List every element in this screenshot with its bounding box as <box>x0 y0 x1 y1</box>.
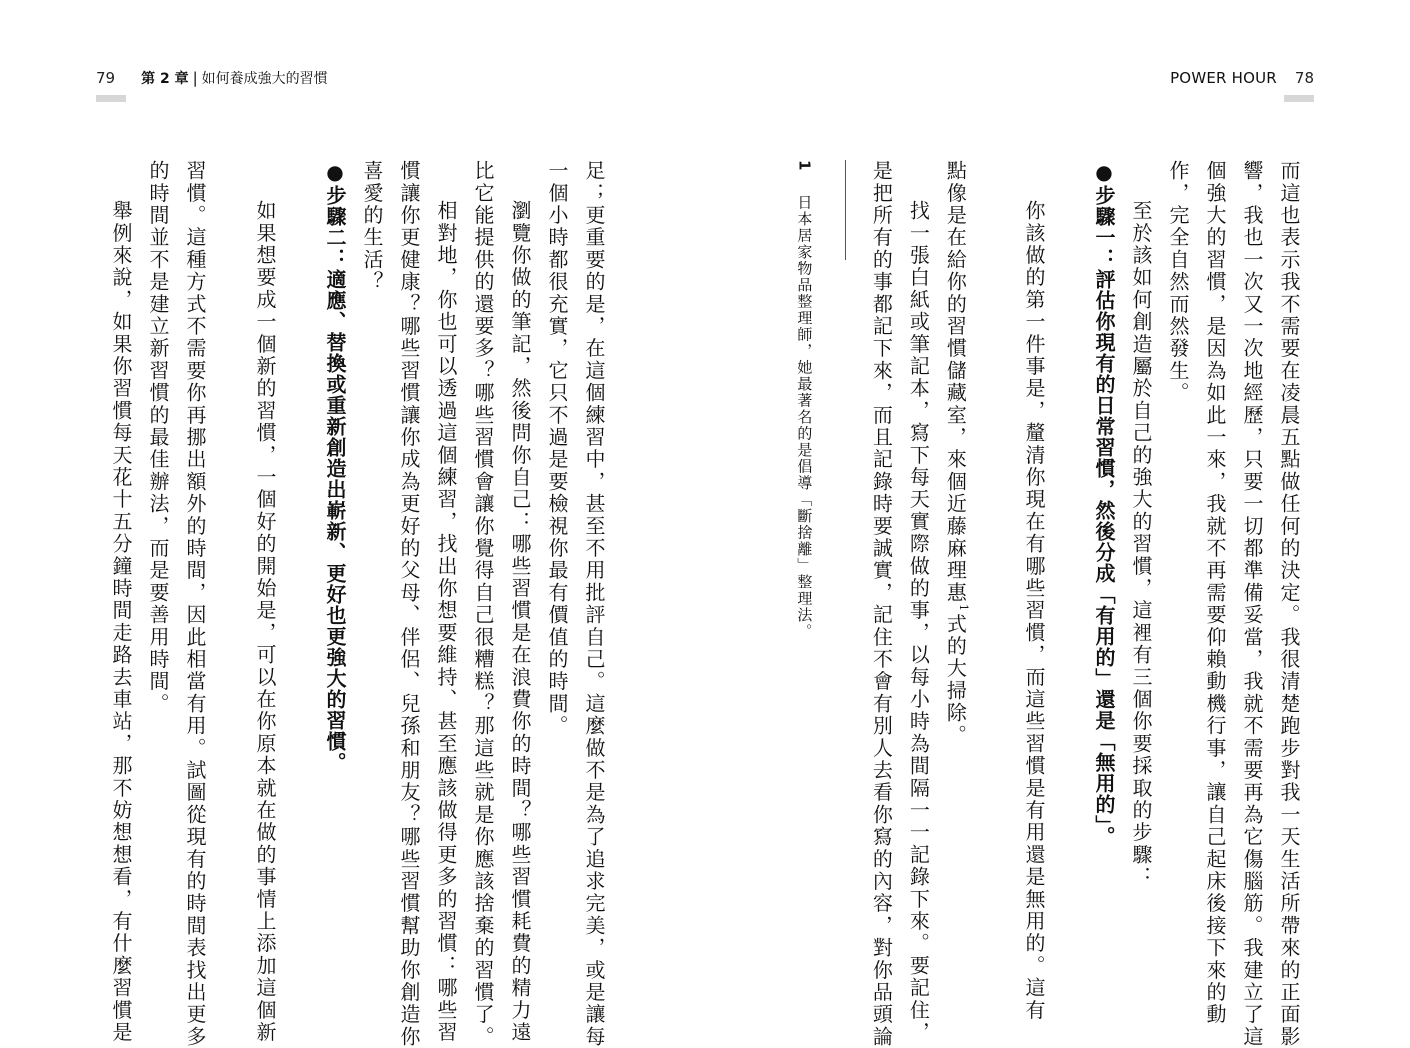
book-title: POWER HOUR <box>1170 69 1277 87</box>
body-line: 而這也表示我不需要在凌晨五點做任何的決定。我很清楚跑步對我一天生活所帶來的正面影 <box>1277 160 1301 1048</box>
body-line: 個強大的習慣，是因為如此一來，我就不再需要仰賴動機行事，讓自己起床後接下來的動 <box>1203 160 1227 1026</box>
body-line: 瀏覽你做的筆記，然後問你自己：哪些習慣是在浪費你的時間？哪些習慣耗費的精力遠 <box>508 200 532 1044</box>
body-line: 慣讓你更健康？哪些習慣讓你成為更好的父母、伴侶、兒孫和朋友？哪些習慣幫助你創造你 <box>397 160 421 1048</box>
body-line: 喜愛的生活？ <box>360 160 384 294</box>
step2-heading: ●步驟二：適應、替換或重新創造出嶄新、更好也更強大的習慣。 <box>323 160 347 773</box>
header-rule-left <box>96 95 126 102</box>
body-line: 相對地，你也可以透過這個練習，找出你想要維持、甚至應該做得更多的習慣：哪些習 <box>434 200 458 1044</box>
step1-heading: ●步驟一：評估你現有的日常習慣，然後分成「有用的」還是「無用的」。 <box>1092 160 1116 847</box>
footnote-rule <box>845 160 846 260</box>
header-separator: | <box>192 69 198 87</box>
footnote-number: 1 <box>795 160 814 172</box>
body-line: 比它能提供的還要多？哪些習慣會讓你覺得自己很糟糕？那這些就是你應該捨棄的習慣了。 <box>471 160 495 1048</box>
body-text: 點像是在給你的習慣儲藏室，來個近藤麻理惠 <box>943 160 968 604</box>
body-line: 的時間並不是建立新習慣的最佳辦法，而是要善用時間。 <box>146 160 170 715</box>
body-text: 式的大掃除。 <box>943 613 968 747</box>
running-head-left <box>96 66 328 90</box>
right-page <box>705 0 1410 1048</box>
chapter-label: 第 2 章 <box>141 71 189 87</box>
body-line: 響，我也一次又一次地經歷，只要一切都準備妥當，我就不需要再為它傷腦筋。我建立了這 <box>1240 160 1264 1048</box>
body-line: 是把所有的事都記下來，而且記錄時要誠實，記住不會有別人去看你寫的內容，對你品頭論 <box>869 160 894 1048</box>
body-line <box>936 160 982 920</box>
page-number-left: 79 <box>96 69 116 87</box>
body-line: 舉例來說，如果你習慣每天花十五分鐘時間走路去車站，那不妨想想看，有什麼習慣是 <box>109 200 133 1044</box>
footnote-ref: 1 <box>957 604 970 614</box>
footnote-text: 日本居家物品整理師，她最著名的是倡導「斷捨離」整理法。 <box>795 194 814 640</box>
body-line: 足；更重要的是，在這個練習中，甚至不用批評自己。這麼做不是為了追求完美，或是讓每 <box>582 160 606 1048</box>
running-head-right <box>1170 66 1314 90</box>
left-page-body <box>102 160 612 1048</box>
footnote <box>791 160 817 920</box>
body-line: 找一張白紙或筆記本，寫下每天實際做的事，以每小時為間隔一一記錄下來。要記住， <box>906 200 931 1044</box>
body-line: 作，完全自然而然發生。 <box>1166 160 1190 405</box>
body-line: 習慣。這種方式不需要你再挪出額外的時間，因此相當有用。試圖從現有的時間表找出更多 <box>183 160 207 1048</box>
body-line: 你該做的第一件事是，釐清你現在有哪些習慣，而這些習慣是有用還是無用的。這有 <box>1022 200 1046 1022</box>
body-line: 如果想要成一個新的習慣，一個好的開始是，可以在你原本就在做的事情上添加這個新 <box>253 200 277 1044</box>
chapter-title: 如何養成強大的習慣 <box>201 71 328 87</box>
page-number-right: 78 <box>1294 69 1314 87</box>
right-page-body <box>791 160 1307 1048</box>
body-line: 至於該如何創造屬於自己的強大的習慣，這裡有三個你要採取的步驟： <box>1129 200 1153 889</box>
body-line: 一個小時都很充實，它只不過是要檢視你最有價值的時間。 <box>545 160 569 738</box>
header-rule-right <box>1284 95 1314 102</box>
